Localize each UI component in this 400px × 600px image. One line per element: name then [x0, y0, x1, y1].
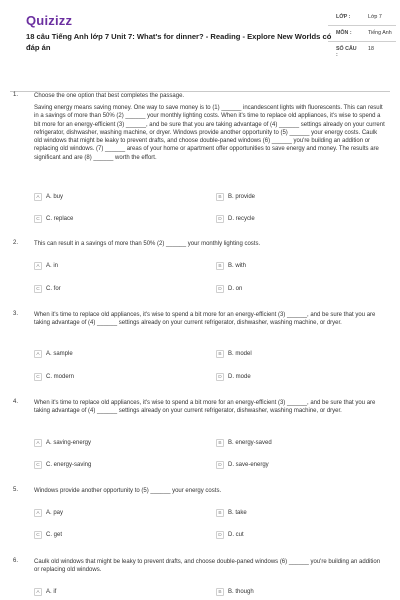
worksheet-header	[10, 0, 390, 92]
option-d[interactable]	[216, 373, 251, 381]
question-number: 6.	[13, 558, 19, 564]
option-text: B. energy-saved	[228, 440, 272, 446]
option-text: C. energy-saving	[46, 462, 92, 468]
option-text: D. mode	[228, 374, 251, 380]
option-b[interactable]	[216, 262, 246, 270]
option-b[interactable]	[216, 193, 255, 201]
option-text: A. in	[46, 263, 59, 269]
option-b[interactable]	[216, 588, 254, 596]
question-prompt: This can result in a savings of more than 50% (2) ______ your monthly lighting costs.	[34, 241, 261, 247]
option-letter-box: C	[34, 215, 42, 223]
option-letter-box: A	[34, 350, 42, 358]
option-b[interactable]	[216, 350, 252, 358]
option-text: B. model	[228, 351, 252, 357]
option-letter-box: D	[216, 461, 224, 469]
option-letter-box: B	[216, 350, 224, 358]
option-letter-box: C	[34, 285, 42, 293]
question-prompt: Caulk old windows that might be leaky to prevent drafts, and choose double-paned windows (6) ______ you're building an addition or replacing old windows.	[34, 559, 381, 573]
meta-key: LỚP :	[336, 14, 351, 20]
option-text: B. though	[228, 589, 254, 595]
option-d[interactable]	[216, 531, 244, 539]
option-a[interactable]	[34, 350, 73, 358]
option-text: A. sample	[46, 351, 73, 357]
option-text: A. if	[46, 589, 57, 595]
option-letter-box: D	[216, 215, 224, 223]
option-letter-box: D	[216, 373, 224, 381]
option-a[interactable]	[34, 509, 63, 517]
option-text: A. buy	[46, 194, 64, 200]
meta-key: SỐ CÂU :	[336, 46, 357, 58]
option-text: A. pay	[46, 510, 64, 516]
option-text: B. take	[228, 510, 247, 516]
option-letter-box: C	[34, 531, 42, 539]
meta-value: Lớp 7	[368, 14, 382, 20]
option-text: D. save-energy	[228, 462, 269, 468]
option-letter-box: B	[216, 439, 224, 447]
question-number: 3.	[13, 311, 19, 317]
option-letter-box: B	[216, 509, 224, 517]
option-b[interactable]	[216, 439, 272, 447]
option-letter-box: A	[34, 588, 42, 596]
option-letter-box: A	[34, 193, 42, 201]
option-text: C. get	[46, 532, 63, 538]
option-letter-box: A	[34, 439, 42, 447]
option-letter-box: A	[34, 262, 42, 270]
question-number: 2.	[13, 240, 19, 246]
option-c[interactable]	[34, 531, 62, 539]
option-text: D. cut	[228, 532, 244, 538]
option-b[interactable]	[216, 509, 247, 517]
option-text: A. saving-energy	[46, 440, 92, 446]
option-text: C. modern	[46, 374, 75, 380]
option-letter-box: D	[216, 285, 224, 293]
question-prompt: When it's time to replace old appliances, it's wise to spend a bit more for an energy-efficient (3) ______, and be sure that you are taking advantage of (4) ______ settings already on your current refrigerator, dishwasher, washing machine, or dryer.	[34, 400, 376, 414]
option-a[interactable]	[34, 262, 58, 270]
option-d[interactable]	[216, 461, 269, 469]
option-letter-box: C	[34, 461, 42, 469]
option-letter-box: C	[34, 373, 42, 381]
option-letter-box: A	[34, 509, 42, 517]
meta-key: MÔN :	[336, 30, 352, 36]
option-a[interactable]	[34, 439, 91, 447]
option-a[interactable]	[34, 193, 63, 201]
meta-row-grade	[328, 10, 396, 26]
question-prompt: When it's time to replace old appliances, it's wise to spend a bit more for an energy-efficient (3) ______, and be sure that you are taking advantage of (4) ______ settings already on your current refrigerator, dishwasher, washing machine, or dryer.	[34, 312, 376, 326]
option-letter-box: B	[216, 588, 224, 596]
option-text: B. provide	[228, 194, 256, 200]
question-number: 5.	[13, 487, 19, 493]
meta-row-question-count	[328, 42, 396, 62]
reading-passage: Saving energy means saving money. One way to save money is to (1) ______ incandescent lights with fluorescents. This can result in a savings of more than 50% (2) ______ your monthly lighting costs. When it's time to replace old appliances, it's wise to spend a bit more for an energy-efficient (3) ______, and be sure that you are taking advantage of (4) ______ settings already on your current refrigerator, dishwasher, washing machine, or dryer. Windows provide another opportunity to (5) ______ your energy costs. Caulk old windows that might be leaky to prevent drafts, and choose double-paned windows (6) ______ you're building an addition or replacing old windows. (7) ______ areas of your home or apartment offer opportunities to save energy and money. The results are significant and are (8) ______ worth the effort.	[34, 105, 385, 161]
quizizz-logo[interactable]: Quizizz	[26, 13, 73, 28]
option-text: B. with	[228, 263, 247, 269]
meta-value: Tiếng Anh	[368, 30, 392, 36]
option-c[interactable]	[34, 285, 61, 293]
option-letter-box: D	[216, 531, 224, 539]
option-d[interactable]	[216, 285, 242, 293]
option-letter-box: B	[216, 193, 224, 201]
option-text: C. for	[46, 286, 61, 292]
option-a[interactable]	[34, 588, 56, 596]
option-c[interactable]	[34, 373, 74, 381]
page-title: 18 câu Tiếng Anh lớp 7 Unit 7: What's for dinner? - Reading - Explore New Worlds có đáp án	[26, 32, 332, 52]
question-number: 4.	[13, 399, 19, 405]
question-prompt: Windows provide another opportunity to (5) ______ your energy costs.	[34, 488, 222, 494]
option-letter-box: B	[216, 262, 224, 270]
question-number: 1.	[13, 92, 19, 98]
option-d[interactable]	[216, 215, 255, 223]
meta-row-subject	[328, 26, 396, 42]
option-c[interactable]	[34, 461, 91, 469]
option-text: C. replace	[46, 216, 74, 222]
option-text: D. recycle	[228, 216, 255, 222]
question-prompt: Choose the one option that best completes the passage.	[34, 93, 185, 99]
meta-value: 18	[368, 46, 374, 52]
option-text: D. on	[228, 286, 243, 292]
option-c[interactable]	[34, 215, 73, 223]
meta-info-box	[328, 10, 396, 62]
